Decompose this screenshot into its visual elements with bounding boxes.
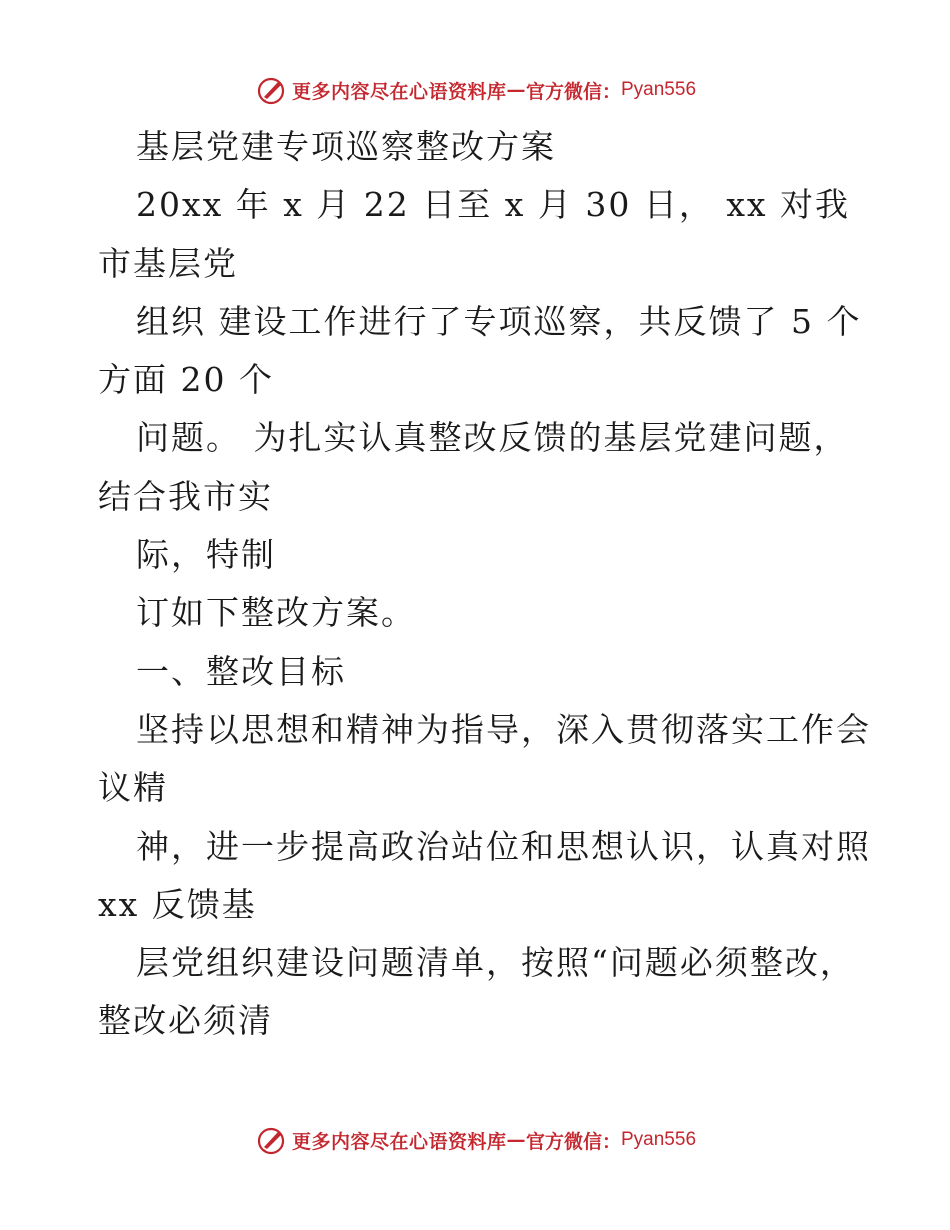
- doc-line: 组织 建设工作进行了专项巡察，共反馈了 5 个: [136, 301, 862, 341]
- doc-line: 方面 20 个: [98, 360, 274, 400]
- doc-line: 坚持以思想和精神为指导，深入贯彻落实工作会: [136, 709, 871, 749]
- footer-banner: [0, 1120, 950, 1160]
- banner-wechat-label: 官方微信：: [525, 80, 621, 103]
- doc-line: 问题。 为扎实认真整改反馈的基层党建问题，: [136, 418, 849, 458]
- banner-dash: —: [506, 1129, 526, 1151]
- banner-site-text: 更多内容尽在心语资料库: [291, 1130, 507, 1153]
- document-body: [98, 118, 871, 1051]
- doc-line: 层党组织建设问题清单，按照“问题必须整改，: [136, 943, 855, 983]
- banner-wechat-label: 官方微信：: [525, 1130, 621, 1153]
- doc-line: 结合我市实: [98, 476, 273, 516]
- doc-line: 订如下整改方案。: [136, 593, 416, 633]
- brush-logo-icon: [254, 1123, 288, 1157]
- brush-logo-icon: [254, 73, 288, 107]
- doc-line: 整改必须清: [98, 1001, 273, 1041]
- doc-line: xx 反馈基: [98, 884, 257, 924]
- doc-line: 议精: [98, 768, 168, 808]
- banner-dash: —: [506, 79, 526, 101]
- header-banner: [0, 70, 950, 110]
- banner-wechat-id: Pyan556: [621, 1129, 697, 1150]
- doc-line: 20xx 年 x 月 22 日至 x 月 30 日， xx 对我: [136, 185, 851, 225]
- banner-site-text: 更多内容尽在心语资料库: [291, 80, 507, 103]
- doc-line: 际，特制: [136, 535, 276, 575]
- section-heading: 一、整改目标: [136, 651, 346, 691]
- banner-wechat-id: Pyan556: [621, 79, 697, 100]
- doc-line: 神，进一步提高政治站位和思想认识，认真对照: [136, 826, 871, 866]
- doc-line: 市基层党: [98, 243, 238, 283]
- doc-title: 基层党建专项巡察整改方案: [136, 127, 556, 166]
